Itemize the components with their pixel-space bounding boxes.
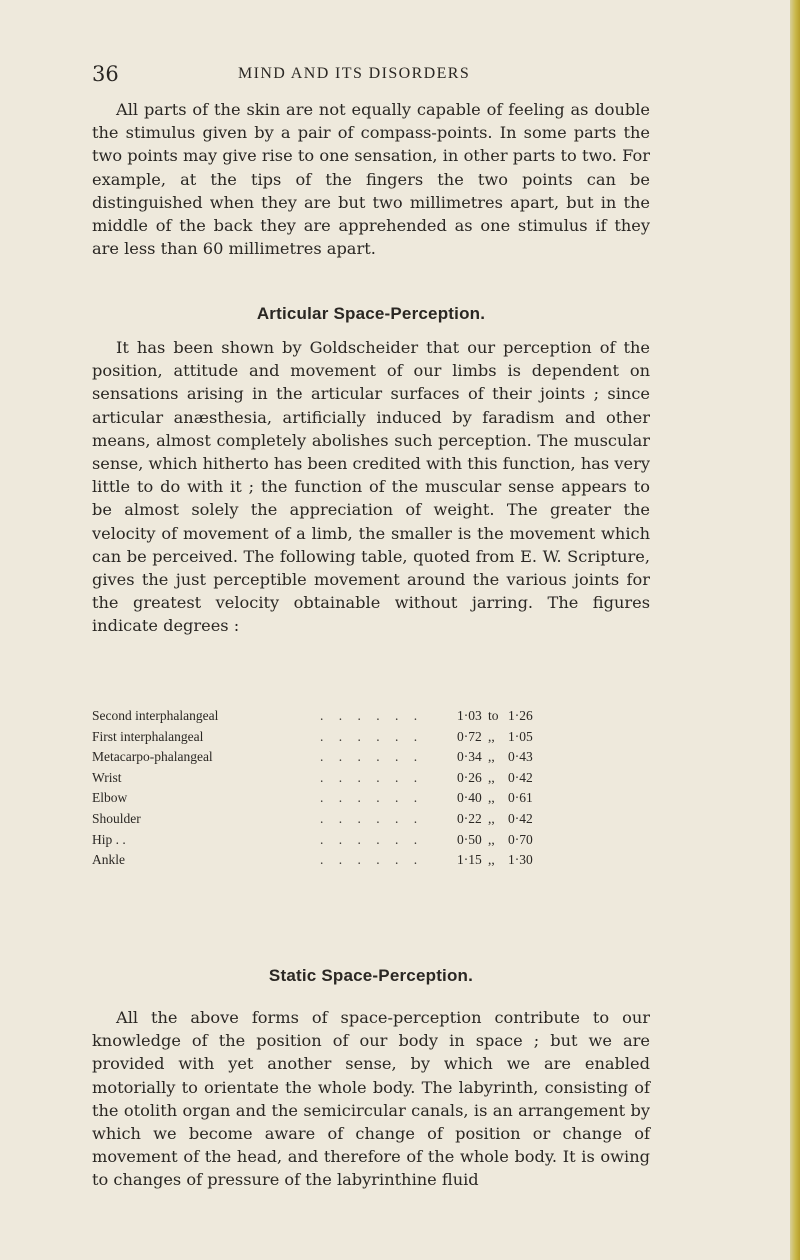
max-degrees: 1·05: [508, 728, 533, 744]
page-header: [0, 62, 790, 86]
min-degrees: 0·50: [457, 831, 482, 847]
book-spine-edge: [790, 0, 800, 1260]
joint-name: First interphalangeal: [92, 728, 204, 744]
joint-name: Ankle: [92, 852, 125, 868]
range-separator: ,,: [488, 831, 495, 847]
joint-name: Shoulder: [92, 810, 141, 826]
paragraph-static-perception: All the above forms of space-perception contribute to our knowledge of the position of our body in space ; but we are provided with yet another sense, by which we are enabled motorially to orientate the whole body. The labyrinth, consisting of the otolith organ and the semicircular canals, is an arrangement by which we become aware of change of position or change of movement of the head, and therefore of the whole body. It is owing to changes of pressure of the labyrinthine fluid: [92, 1008, 650, 1190]
paragraph-compass-points: All parts of the skin are not equally capable of feeling as double the stimulus given by a pair of compass-points. In some parts the two points may give rise to one sensation, in other parts to two. For example, at the tips of the fingers the two points can be distinguished when they are but two millimetres apart, but in the middle of the back they are apprehended as one stimulus if they are less than 60 millimetres apart.: [92, 100, 650, 259]
max-degrees: 1·26: [508, 708, 533, 723]
max-degrees: 0·42: [508, 769, 533, 785]
max-degrees: 0·43: [508, 749, 533, 765]
leader-dots: . . . . . .: [320, 749, 424, 765]
leader-dots: . . . . . .: [320, 852, 424, 868]
joint-name: Second interphalangeal: [92, 708, 219, 723]
section-heading-static: Static Space-Perception.: [268, 966, 474, 985]
max-degrees: 0·42: [508, 810, 533, 826]
joint-name: Wrist: [92, 769, 122, 785]
range-separator: ,,: [488, 790, 495, 806]
paragraph-articular-perception: It has been shown by Goldscheider that our perception of the position, attitude and movement of our limbs is dependent on sensations arising in the articular surfaces of their joints ; since articular anæsthesia, artificially induced by faradism and other means, almost completely abolishes such perception. The muscular sense, which hitherto has been credited with this function, has very little to do with it ; the function of the muscular sense appears to be almost solely the appreciation of weight. The greater the velocity of movement of a limb, the smaller is the movement which can be perceived. The following table, quoted from E. W. Scripture, gives the just perceptible movement around the various joints for the greatest velocity obtainable without jarring. The figures indicate degrees :: [92, 338, 650, 636]
range-separator: ,,: [488, 769, 495, 785]
leader-dots: . . . . . .: [320, 810, 424, 826]
range-separator: ,,: [488, 852, 495, 868]
range-separator: ,,: [488, 749, 495, 765]
leader-dots: . . . . . .: [320, 708, 424, 723]
min-degrees: 1·03: [457, 708, 482, 723]
min-degrees: 1·15: [457, 852, 482, 868]
table-row: [92, 790, 652, 811]
joint-name: Metacarpo-phalangeal: [92, 749, 213, 765]
table-row: [92, 729, 652, 750]
range-separator: ,,: [488, 810, 495, 826]
max-degrees: 1·30: [508, 852, 533, 868]
min-degrees: 0·34: [457, 749, 482, 765]
joint-movement-table: [92, 708, 652, 873]
max-degrees: 0·61: [508, 790, 533, 806]
joint-name: Hip . .: [92, 831, 126, 847]
min-degrees: 0·26: [457, 769, 482, 785]
table-row: [92, 770, 652, 791]
leader-dots: . . . . . .: [320, 769, 424, 785]
running-title: MIND AND ITS DISORDERS: [238, 65, 471, 82]
range-separator: to: [488, 708, 499, 723]
table-row: [92, 708, 652, 729]
min-degrees: 0·72: [457, 728, 482, 744]
page-number: 36: [92, 62, 119, 86]
leader-dots: . . . . . .: [320, 790, 424, 806]
table-row: [92, 832, 652, 853]
table-row: [92, 749, 652, 770]
table-row: [92, 852, 652, 873]
joint-name: Elbow: [92, 790, 128, 806]
min-degrees: 0·40: [457, 790, 482, 806]
min-degrees: 0·22: [457, 810, 482, 826]
leader-dots: . . . . . .: [320, 728, 424, 744]
section-heading-articular: Articular Space-Perception.: [256, 304, 486, 323]
leader-dots: . . . . . .: [320, 831, 424, 847]
range-separator: ,,: [488, 728, 495, 744]
table-row: [92, 811, 652, 832]
max-degrees: 0·70: [508, 831, 533, 847]
